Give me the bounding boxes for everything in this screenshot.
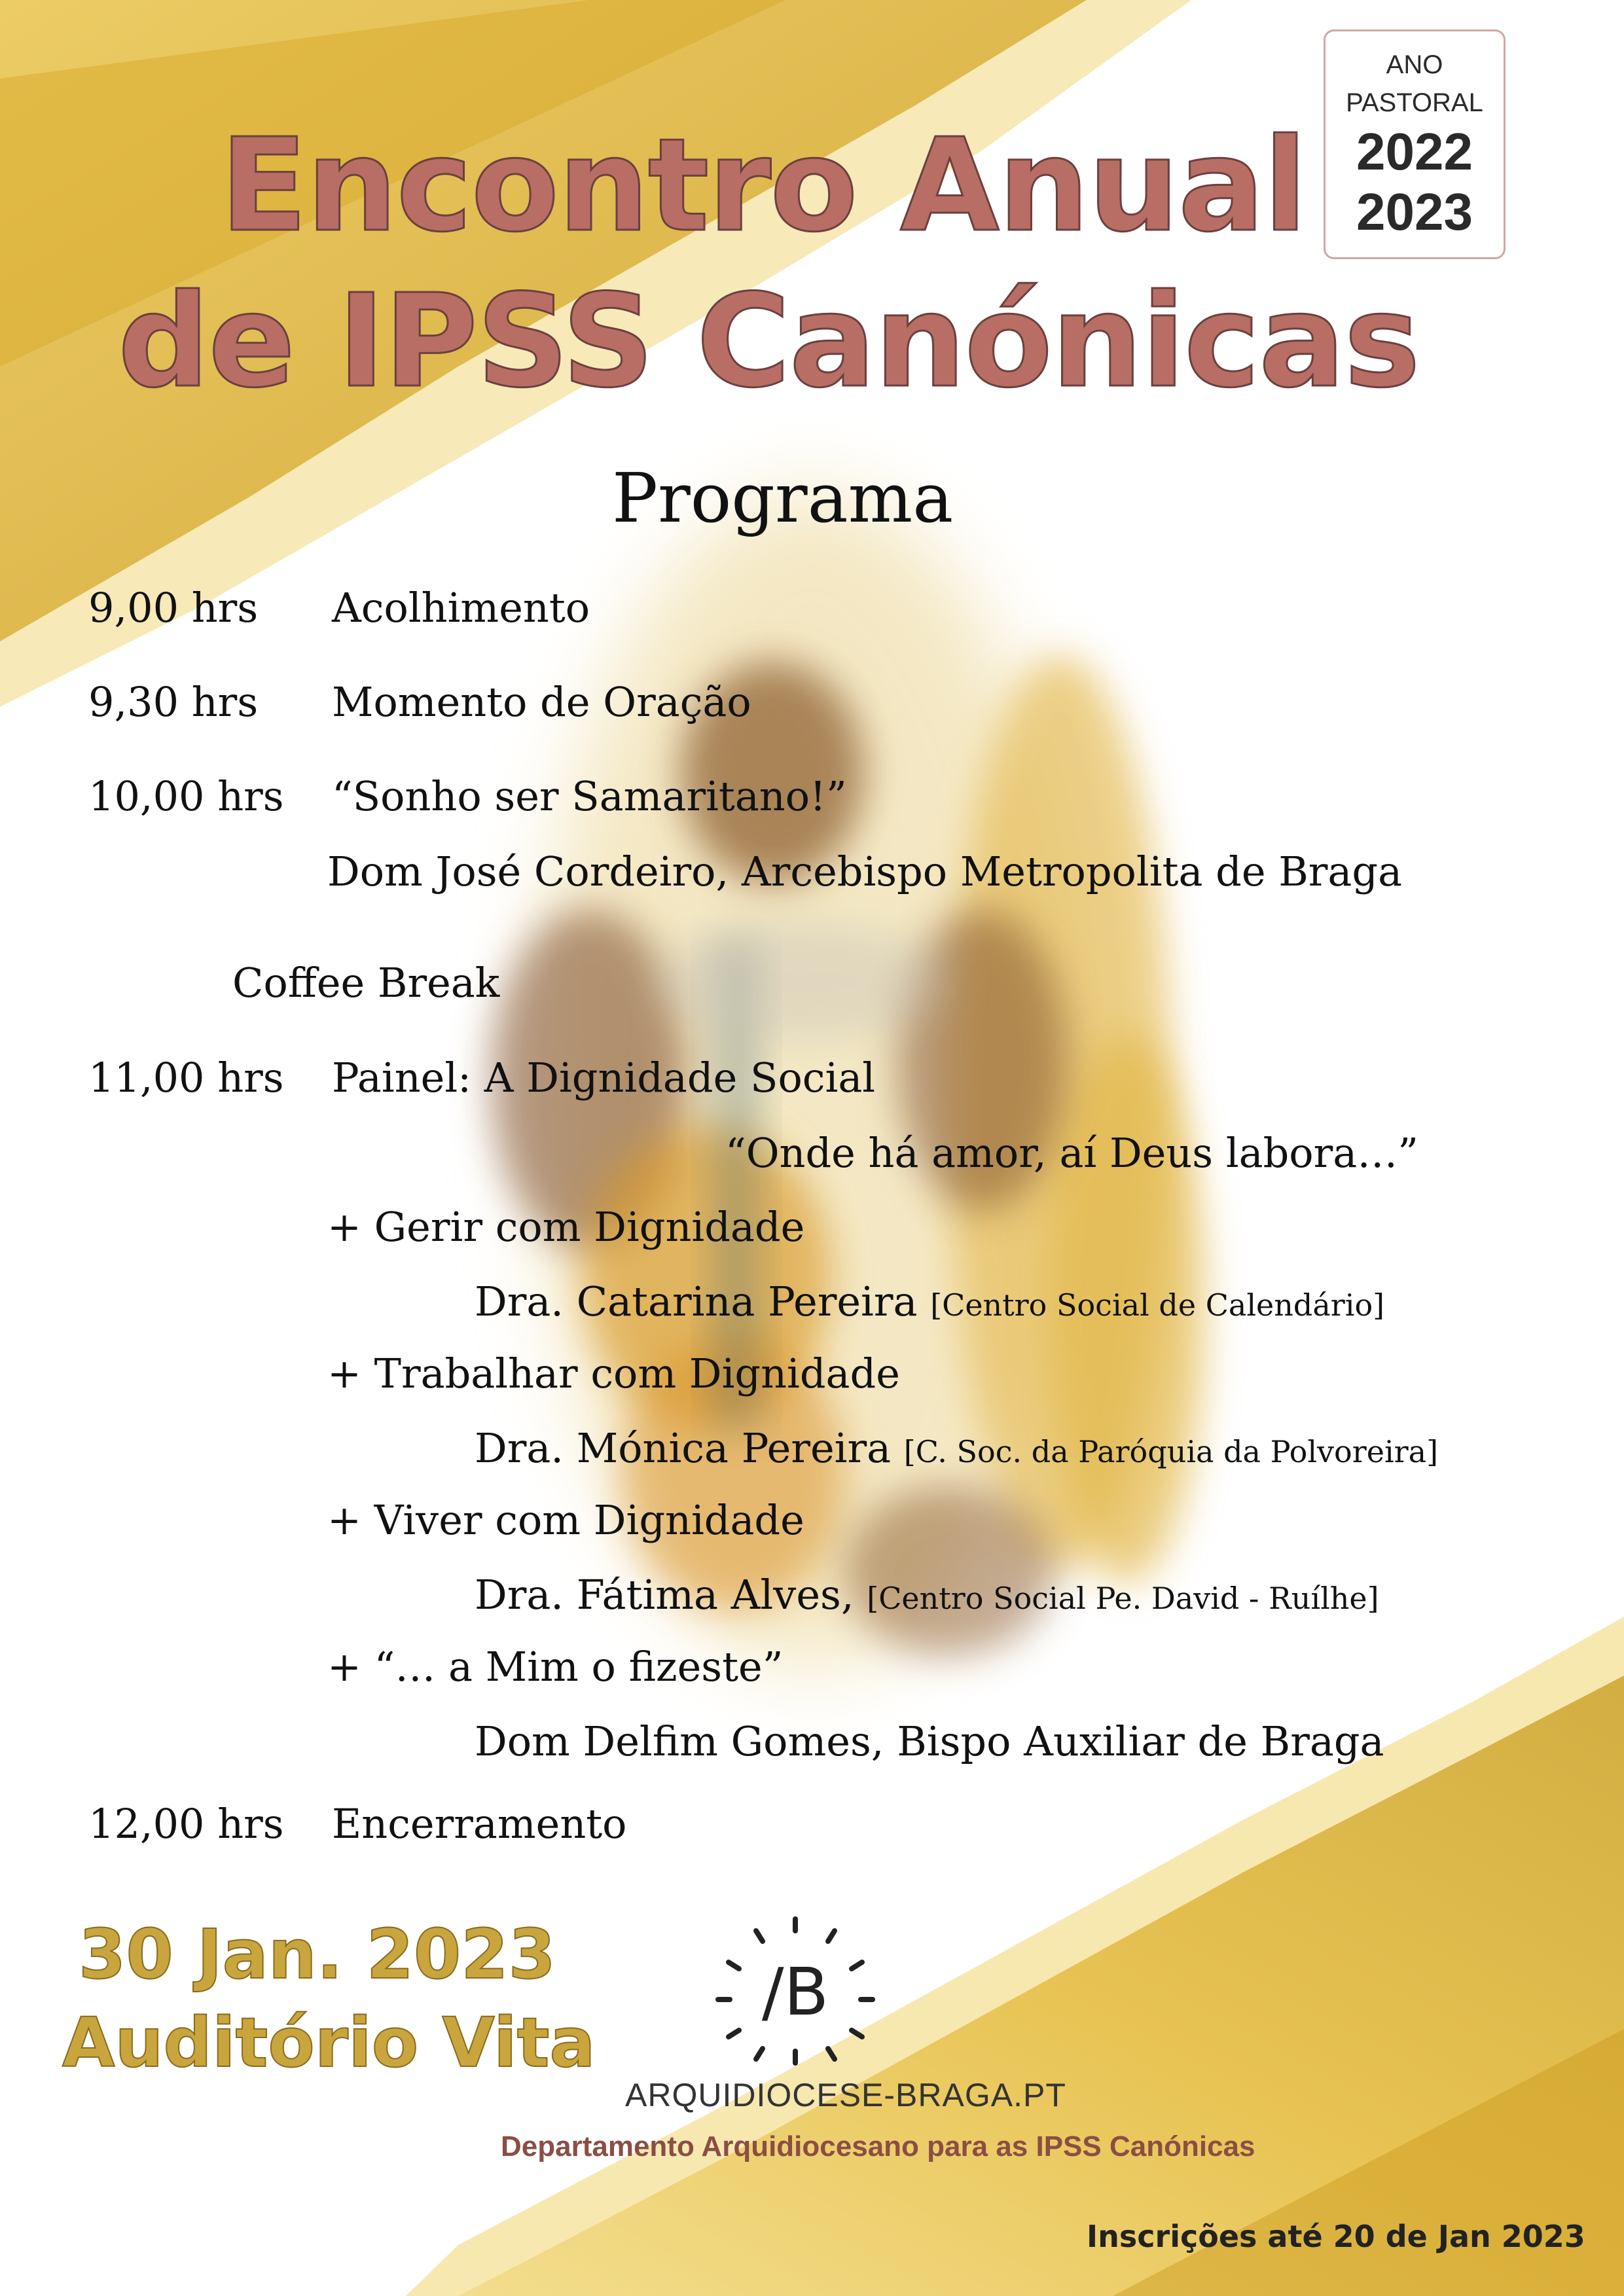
logo-site: ARQUIDIOCESE-BRAGA.PT [625,2077,1066,2113]
time-5: 12,00 hrs [88,1800,284,1848]
panel-org-1: [C. Soc. da Paróquia da Polvoreira] [903,1434,1439,1469]
panel-topic-1: + Trabalhar com Dignidade [327,1350,900,1397]
title-line1: Encontro Anual [220,111,1307,260]
time-1: 9,30 hrs [88,678,259,726]
panel-topic-2: + Viver com Dignidade [327,1496,804,1544]
panel-speaker-2 [475,1571,1379,1619]
panel-speaker-name-2: Dra. Fátima Alves, [475,1571,854,1619]
panel-speaker-name-0: Dra. Catarina Pereira [475,1278,918,1325]
title-line2: de IPSS Canónicas [118,267,1419,416]
panel-topic-3: + “… a Mim o fizeste” [327,1643,784,1691]
activity-4: Painel: A Dignidade Social [332,1054,876,1102]
pastoral-year-badge [1324,29,1506,259]
badge-line2: PASTORAL [1346,88,1483,117]
panel-org-0: [Centro Social de Calendário] [930,1287,1385,1323]
panel-speaker-name-1: Dra. Mónica Pereira [475,1424,892,1472]
event-date: 30 Jan. 2023 [79,1914,556,1994]
department-name: Departamento Arquidiocesano para as IPSS Canónicas [501,2130,1255,2162]
panel-topic-0: + Gerir com Dignidade [327,1203,805,1251]
badge-year1: 2022 [1356,122,1473,181]
badge-year2: 2023 [1356,183,1473,241]
coffee-break: Coffee Break [232,959,500,1007]
activity-2: “Sonho ser Samaritano!” [332,772,847,820]
event-venue: Auditório Vita [62,2003,596,2083]
speaker-2: Dom José Cordeiro, Arcebispo Metropolita de Braga [327,848,1403,895]
programa-heading: Programa [612,458,954,538]
activity-0: Acolhimento [332,584,590,632]
badge-line1: ANO [1386,50,1443,79]
panel-quote: “Onde há amor, aí Deus labora…” [725,1129,1418,1177]
panel-speaker-0 [475,1278,1384,1325]
panel-speaker-3: Dom Delfim Gomes, Bispo Auxiliar de Braga [475,1717,1384,1765]
panel-speaker-1 [475,1424,1438,1472]
panel-org-2: [Centro Social Pe. David - Ruílhe] [867,1581,1379,1616]
time-0: 9,00 hrs [88,584,259,632]
time-4: 11,00 hrs [88,1054,284,1102]
time-2: 10,00 hrs [88,772,284,820]
registration-deadline: Inscrições até 20 de Jan 2023 [1087,2219,1585,2254]
logo-mark: /B [761,1954,829,2030]
activity-1: Momento de Oração [332,678,751,726]
activity-5: Encerramento [332,1800,627,1848]
